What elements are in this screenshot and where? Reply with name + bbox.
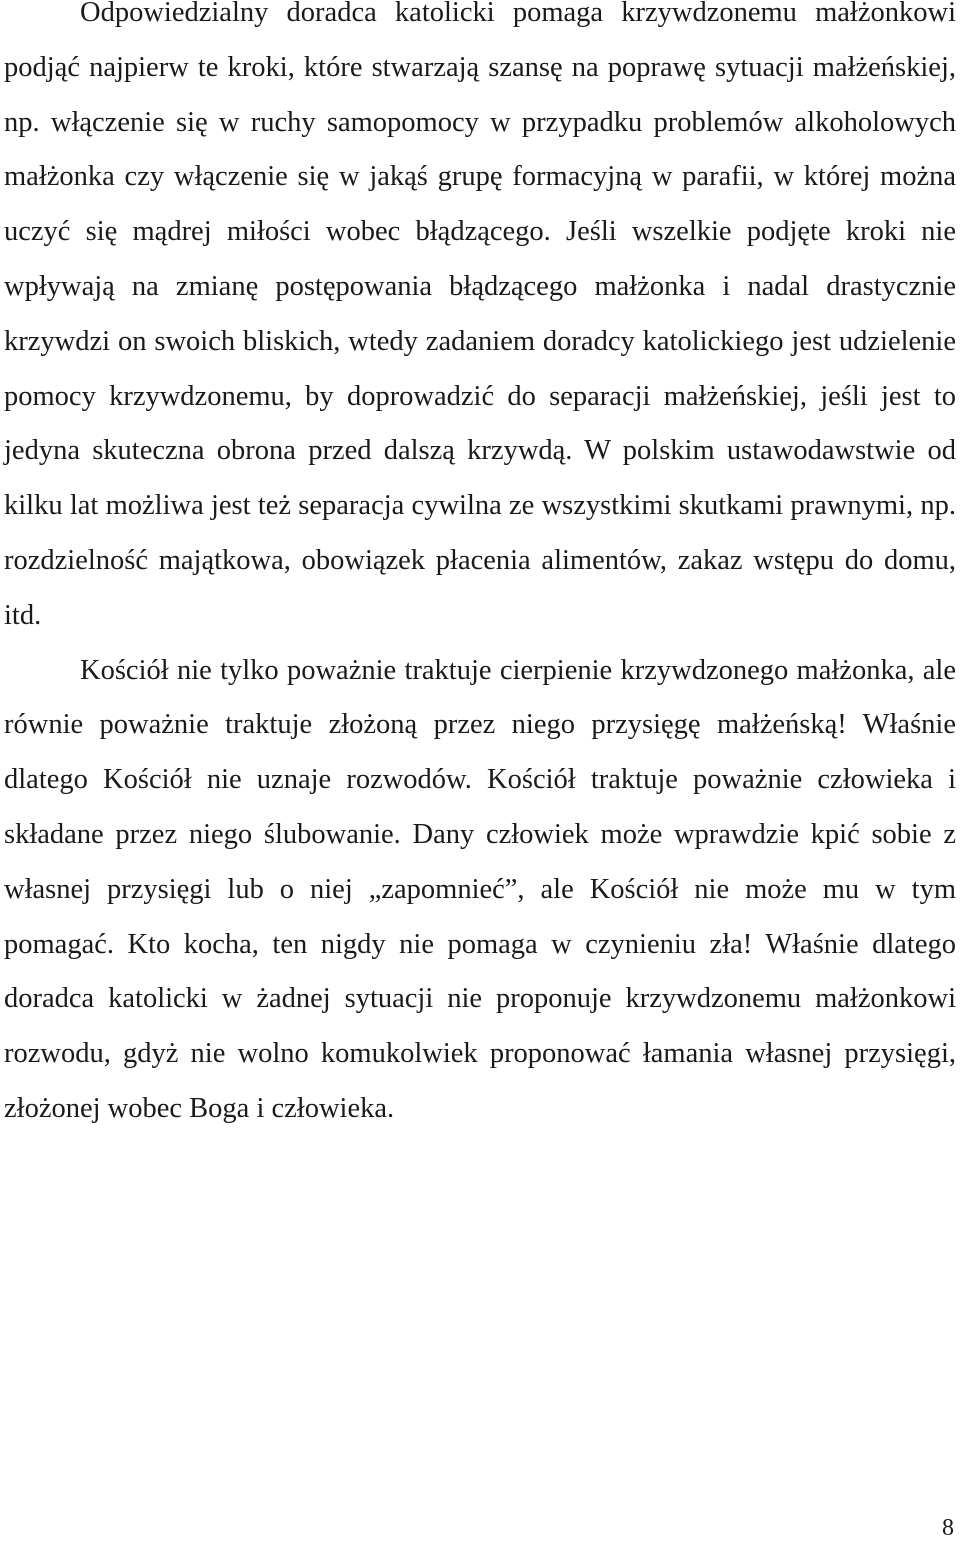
body-paragraph-2: Kościół nie tylko poważnie traktuje cierpienie krzywdzonego małżonka, ale równie poważnie traktuje złożoną przez niego przysięgę małżeńską! Właśnie dlatego Kościół nie uznaje rozwodów. Kościół traktuje poważnie człowieka i składane przez niego ślubowanie. Dany człowiek może wprawdzie kpić sobie z własnej przysięgi lub o niej „zapomnieć”, ale Kościół nie może mu w tym pomagać. Kto kocha, ten nigdy nie pomaga w czynieniu zła! Właśnie dlatego doradca katolicki w żadnej sytuacji nie proponuje krzywdzonemu małżonkowi rozwodu, gdyż nie wolno komukolwiek proponować łamania własnej przysięgi, złożonej wobec Boga i człowieka. — [4, 654, 956, 1124]
body-paragraph-1: Odpowiedzialny doradca katolicki pomaga krzywdzonemu małżonkowi podjąć najpierw te kroki, które stwarzają szansę na poprawę sytuacji małżeńskiej, np. włączenie się w ruchy samopomocy w przypadku problemów alkoholowych małżonka czy włączenie się w jakąś grupę formacyjną w parafii, w której można uczyć się mądrej miłości wobec błądzącego. Jeśli wszelkie podjęte kroki nie wpływają na zmianę postępowania błądzącego małżonka i nadal drastycznie krzywdzi on swoich bliskich, wtedy zadaniem doradcy katolickiego jest udzielenie pomocy krzywdzonemu, by doprowadzić do separacji małżeńskiej, jeśli jest to jedyna skuteczna obrona przed dalszą krzywdą. W polskim ustawodawstwie od kilku lat możliwa jest też separacja cywilna ze wszystkimi skutkami prawnymi, np. rozdzielność majątkowa, obowiązek płacenia alimentów, zakaz wstępu do domu, itd. — [4, 0, 956, 631]
page-number: 8 — [942, 1515, 954, 1541]
